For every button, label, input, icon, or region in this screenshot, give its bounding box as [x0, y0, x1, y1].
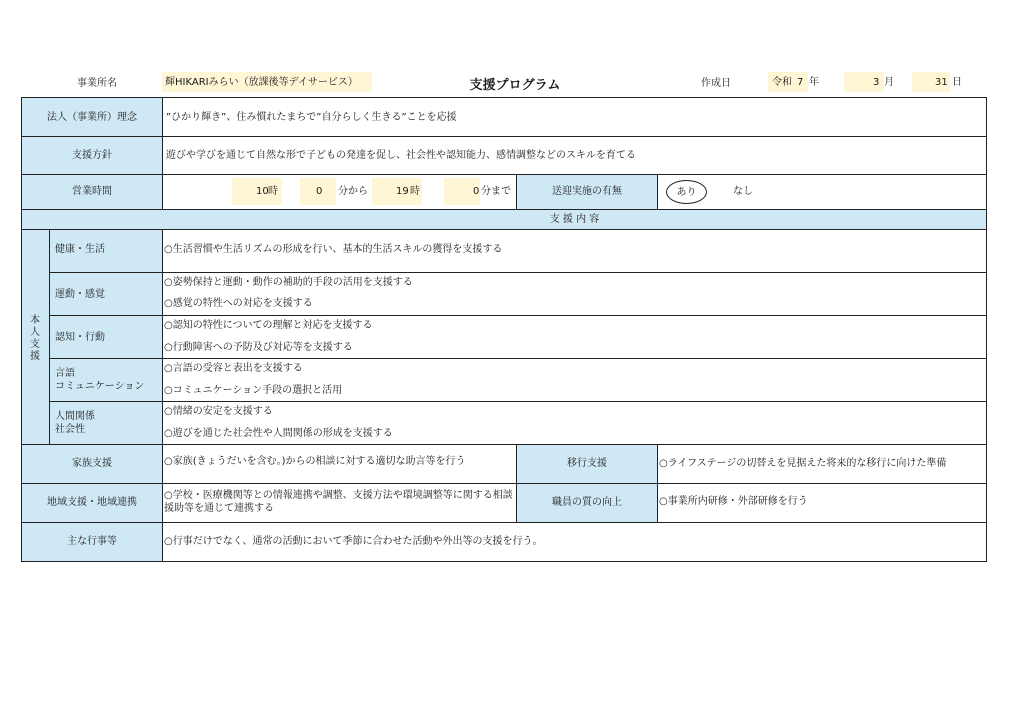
- year-value: 7: [797, 77, 804, 88]
- policy-label: 支援方針: [72, 149, 112, 161]
- end-hour-unit: 時: [410, 186, 420, 197]
- start-hour-value: 10: [256, 186, 269, 197]
- cognition-behavior-label: 認知・行動: [55, 332, 105, 343]
- staff-label: 職員の質の向上: [552, 497, 622, 508]
- content-header: 支 援 内 容: [549, 213, 600, 225]
- motor-sensory-label: 運動・感覚: [55, 289, 105, 300]
- hours-label: 営業時間: [72, 186, 112, 197]
- social-relations-line-2: ○遊びを通じた社会性や人間関係の形成を支援する: [164, 428, 393, 439]
- year-unit: 年: [809, 77, 819, 88]
- day-value: 31: [935, 77, 948, 88]
- until-label: 分まで: [481, 186, 511, 197]
- end-min-value: 0: [473, 186, 480, 197]
- page-title: 支援プログラム: [469, 77, 561, 93]
- era-text: 令和: [772, 77, 792, 88]
- events-text: ○行事だけでなく、通常の活動において季節に合わせた活動や外出等の支援を行う。: [164, 536, 543, 547]
- start-hour-unit: 時: [268, 186, 278, 197]
- policy-text: 遊びや学びを通じて自然な形で子どもの発達を促し、社会性や認知能力、感情調整などのスキルを育てる: [166, 149, 636, 161]
- personal-support-label: 本人支援: [30, 315, 40, 362]
- month-value: 3: [873, 77, 880, 88]
- philosophy-text: ”ひかり輝き”、住み慣れたまちで”自分らしく生きる”ことを応援: [166, 111, 457, 123]
- end-hour-value: 19: [396, 186, 409, 197]
- motor-sensory-line-2: ○感覚の特性への対応を支援する: [164, 298, 313, 309]
- transport-label: 送迎実施の有無: [552, 186, 622, 197]
- community-label: 地域支援・地域連携: [47, 497, 137, 508]
- language-communication-line-1: ○言語の受容と表出を支援する: [164, 363, 303, 374]
- social-relations-label: 人間関係 社会性: [55, 411, 95, 435]
- philosophy-label: 法人（事業所）理念: [47, 111, 137, 123]
- events-label: 主な行事等: [67, 536, 117, 547]
- family-text: ○家族(きょうだいを含む。)からの相談に対する適切な助言等を行う: [164, 456, 466, 467]
- staff-text: ○事業所内研修・外部研修を行う: [659, 496, 808, 507]
- community-text: ○学校・医療機関等との情報連携や調整、支援方法や環境調整等に関する相談援助等を通じて連携する: [164, 490, 513, 514]
- created-label: 作成日: [701, 77, 731, 89]
- month-unit: 月: [884, 77, 894, 88]
- social-relations-line-1: ○情緒の安定を支援する: [164, 406, 273, 417]
- health-life-line-1: ○生活習慣や生活リズムの形成を行い、基本的生活スキルの獲得を支援する: [164, 244, 503, 255]
- cognition-behavior-line-2: ○行動障害への予防及び対応等を支援する: [164, 342, 353, 353]
- transition-text: ○ライフステージの切替えを見据えた将来的な移行に向けた準備: [659, 458, 947, 469]
- office-name: 輝HIKARIみらい（放課後等デイサービス）: [162, 72, 372, 92]
- transition-label: 移行支援: [567, 458, 607, 469]
- office-label: 事業所名: [77, 77, 117, 89]
- language-communication-label: 言語 コミュニケーション: [55, 368, 145, 392]
- health-life-label: 健康・生活: [55, 244, 105, 255]
- from-label: 分から: [338, 186, 368, 197]
- language-communication-line-2: ○コミュニケーション手段の選択と活用: [164, 385, 343, 396]
- start-min-value: 0: [316, 186, 323, 197]
- family-label: 家族支援: [72, 458, 112, 469]
- transport-yes[interactable]: あり: [676, 186, 697, 198]
- cognition-behavior-line-1: ○認知の特性についての理解と対応を支援する: [164, 320, 373, 331]
- transport-no[interactable]: なし: [733, 186, 753, 197]
- motor-sensory-line-1: ○姿勢保持と運動・動作の補助的手段の活用を支援する: [164, 277, 413, 288]
- day-unit: 日: [952, 77, 962, 88]
